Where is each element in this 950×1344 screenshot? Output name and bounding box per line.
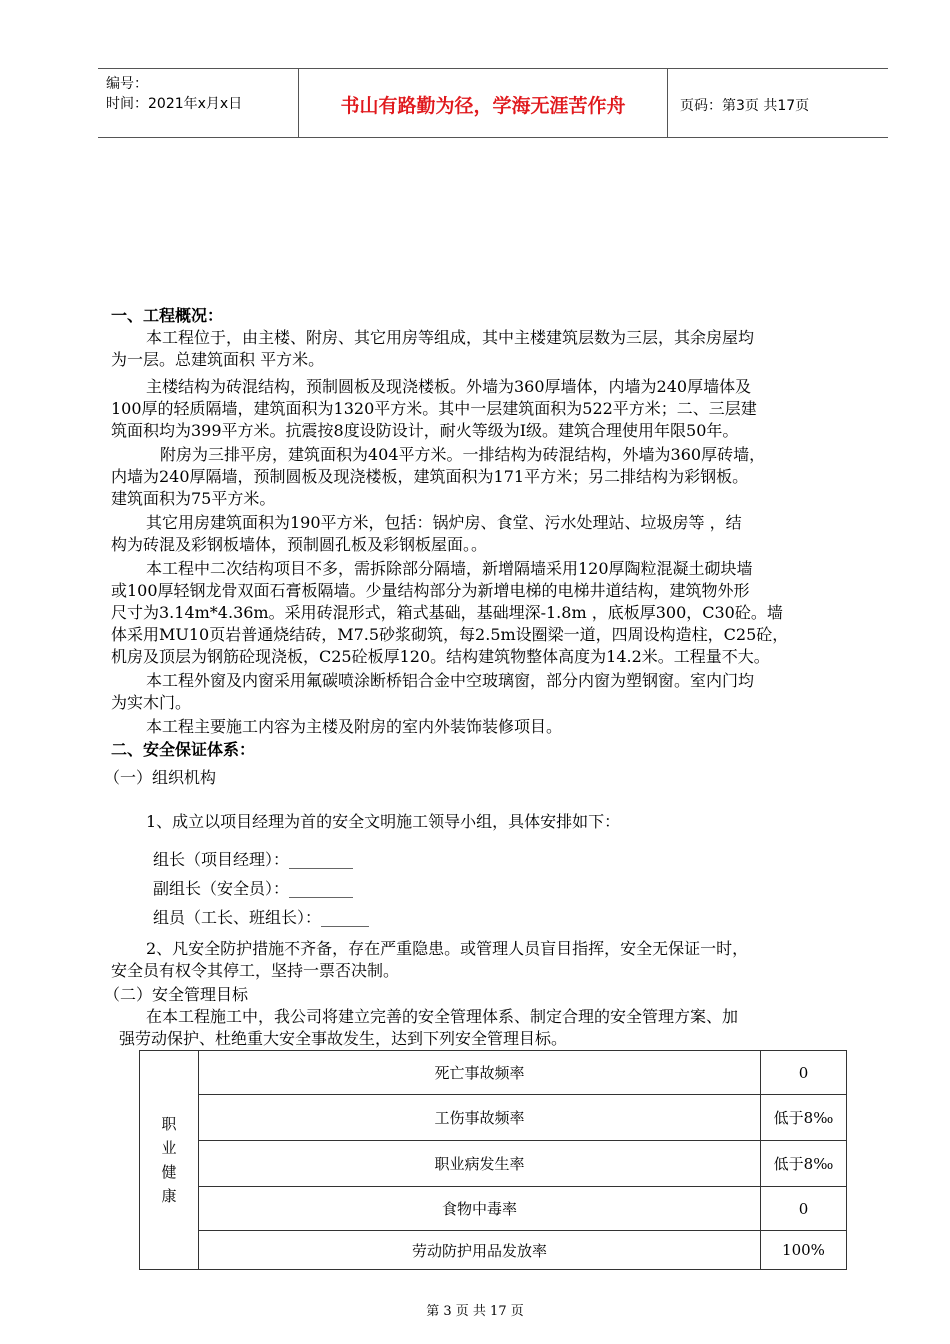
table-row [140,1231,847,1270]
table-row [140,1095,847,1141]
paragraph-line: 机房及顶层为钢筋砼现浇板，C25砼板厚120。结构建筑物整体高度为14.2米。工程量不大。 [111,647,770,666]
paragraph-line: 在本工程施工中，我公司将建立完善的安全管理体系、制定合理的安全管理方案、加 [146,1007,739,1026]
item-cell: 职业病发生率 [199,1141,761,1187]
page-label: 页码：第3页 共17页 [680,98,810,114]
number-label: 编号： [106,76,148,92]
header-motto-cell [299,69,668,137]
paragraph-line: 为实木门。 [111,693,192,712]
item-cell: 劳动防护用品发放率 [199,1231,761,1270]
paragraph-line: 安全员有权令其停工，坚持一票否决制。 [111,961,400,980]
value-cell: 0 [761,1051,847,1095]
time-label: 时间：2021年x月x日 [106,96,243,112]
header-info-cell [98,69,299,137]
safety-goals-table [139,1050,847,1270]
paragraph-line: 体采用MU10页岩普通烧结砖，M7.5砂浆砌筑，每2.5m设圈梁一道，四周设构造柱，C25砼， [111,625,789,644]
item-cell: 食物中毒率 [199,1187,761,1231]
deputy-line: 副组长（安全员）：________ [153,879,354,898]
table-row [140,1141,847,1187]
paragraph-line: 本工程中二次结构项目不多，需拆除部分隔墙，新增隔墙采用120厚陶粒混凝土砌块墙 [146,559,753,578]
value-cell: 0 [761,1187,847,1231]
paragraph-line: 构为砖混及彩钢板墙体，预制圆孔板及彩钢板屋面。。 [111,535,488,554]
paragraph-line: 本工程位于，由主楼、附房、其它用房等组成，其中主楼建筑层数为三层，其余房屋均 [146,328,755,347]
subsection-title: （一）组织机构 [104,768,217,787]
paragraph-line: 2、凡安全防护措施不齐备，存在严重隐患。或管理人员盲目指挥，安全无保证一时， [146,939,749,958]
motto: 书山有路勤为径，学海无涯苦作舟 [340,95,626,117]
value-cell: 100% [761,1231,847,1270]
value-cell: 低于8‰ [761,1095,847,1141]
category-cell [140,1051,199,1270]
paragraph-line: 内墙为240厚隔墙，预制圆板及现浇楼板，建筑面积为171平方米；另二排结构为彩钢板。 [111,467,749,486]
page-header [98,68,888,138]
section-title: 一、工程概况： [111,306,224,325]
leader-line: 组长（项目经理）：________ [153,850,354,869]
paragraph-line: 或100厚轻钢龙骨双面石膏板隔墙。少量结构部分为新增电梯的电梯井道结构，建筑物外形 [111,581,750,600]
paragraph-line: 其它用房建筑面积为190平方米，包括：锅炉房、食堂、污水处理站、垃圾房等 ，结 [146,513,742,532]
paragraph-line: 附房为三排平房，建筑面积为404平方米。一排结构为砖混结构，外墙为360厚砖墙， [160,445,766,464]
subsection-title: （二）安全管理目标 [104,985,249,1004]
item-cell: 工伤事故频率 [199,1095,761,1141]
paragraph-line: 尺寸为3.14m*4.36m。采用砖混形式，箱式基础，基础埋深-1.8m ，底板厚300，C30砼。墙 [111,603,783,622]
value-cell: 低于8‰ [761,1141,847,1187]
paragraph-line: 1、成立以项目经理为首的安全文明施工领导小组，具体安排如下： [146,812,621,831]
paragraph-line: 本工程主要施工内容为主楼及附房的室内外装饰装修项目。 [146,717,563,736]
table-row [140,1187,847,1231]
paragraph-line: 本工程外窗及内窗采用氟碳喷涂断桥铝合金中空玻璃窗，部分内窗为塑钢窗。室内门均 [146,671,755,690]
section-title: 二、安全保证体系： [111,740,256,759]
paragraph-line: 筑面积均为399平方米。抗震按8度设防设计，耐火等级为Ⅰ级。建筑合理使用年限50年。 [111,421,739,440]
header-page-cell [668,69,888,137]
page-footer: 第 3 页 共 17 页 [426,1304,524,1319]
paragraph-line: 100厚的轻质隔墙，建筑面积为1320平方米。其中一层建筑面积为522平方米；二、三层建 [111,399,757,418]
member-line: 组员（工长、班组长）：______ [153,908,370,927]
paragraph-line: 为一层。总建筑面积 平方米。 [111,350,325,369]
paragraph-line: 建筑面积为75平方米。 [111,489,276,508]
paragraph-line: 主楼结构为砖混结构，预制圆板及现浇楼板。外墙为360厚墙体，内墙为240厚墙体及 [146,377,752,396]
table-row [140,1051,847,1095]
paragraph-line: 强劳动保护、杜绝重大安全事故发生，达到下列安全管理目标。 [119,1029,568,1048]
category-label: 职业健康 [161,1115,177,1205]
item-cell: 死亡事故频率 [199,1051,761,1095]
